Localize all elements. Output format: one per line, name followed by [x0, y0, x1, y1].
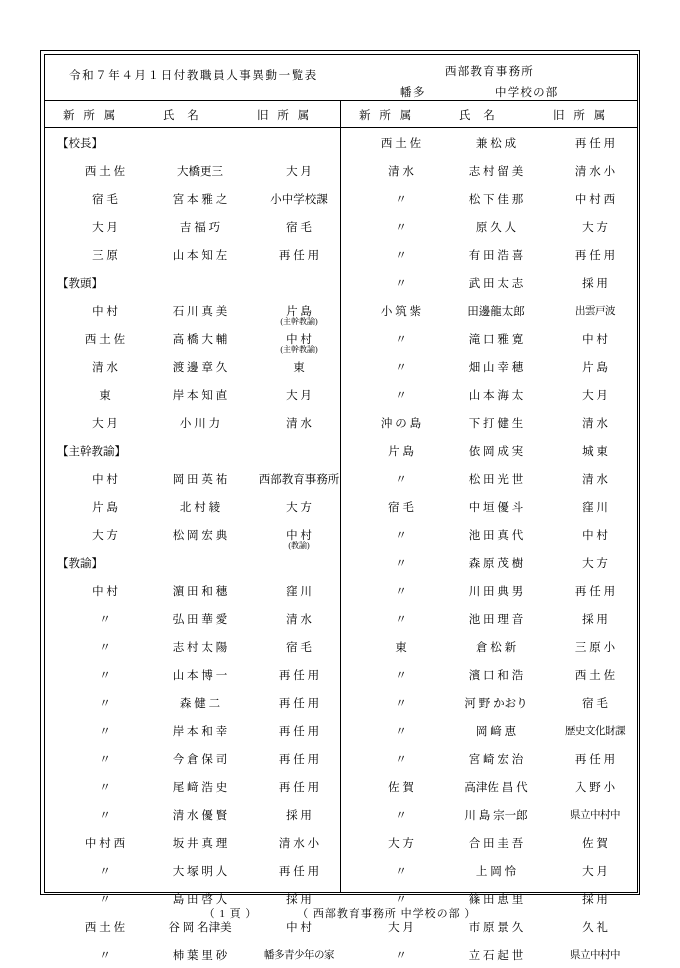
- cell-new-assignment: 〃: [395, 250, 407, 262]
- table-row: [341, 940, 637, 968]
- cell-person-name: 谷 岡 名津美: [168, 922, 232, 934]
- cell-new-assignment: 〃: [99, 950, 111, 962]
- column-header-name: 氏 名: [163, 110, 204, 122]
- table-row: [341, 352, 637, 380]
- cell-person-name: 濵 田 和 穗: [172, 586, 228, 598]
- table-row: [45, 492, 340, 520]
- cell-old-assignment: 中 村: [286, 334, 312, 346]
- cell-old-assignment: 採 用: [582, 614, 608, 626]
- cell-old-assignment: 再 任 用: [278, 726, 320, 738]
- cell-person-name: 原 久 人: [475, 222, 517, 234]
- cell-person-name: 川 田 典 男: [468, 586, 524, 598]
- area-name: 幡多: [400, 87, 426, 99]
- cell-old-assignment: 幡多青少年の家: [264, 950, 334, 961]
- cell-old-note: (主幹教諭): [280, 345, 318, 354]
- cell-person-name: 川 島 宗一郎: [464, 810, 528, 822]
- cell-person-name: 畑 山 幸 穂: [468, 362, 524, 374]
- table-row: [45, 688, 340, 716]
- cell-new-assignment: 〃: [99, 698, 111, 710]
- cell-new-assignment: 清 水: [92, 362, 118, 374]
- page-footer: [0, 905, 680, 921]
- cell-new-assignment: 〃: [395, 530, 407, 542]
- section-row: [45, 436, 340, 464]
- cell-new-assignment: 西 土 佐: [84, 922, 126, 934]
- table-row: [341, 268, 637, 296]
- table-row: [45, 744, 340, 772]
- table-row: [45, 576, 340, 604]
- document-header: [45, 55, 637, 101]
- cell-old-assignment: 清 水: [286, 614, 312, 626]
- table-row: [341, 128, 637, 156]
- table-row: [45, 828, 340, 856]
- table-row: [341, 184, 637, 212]
- cell-new-assignment: 〃: [99, 670, 111, 682]
- cell-old-assignment: 採 用: [286, 894, 312, 906]
- table-row: [45, 324, 340, 352]
- cell-old-assignment: 宿 毛: [286, 642, 312, 654]
- cell-new-assignment: 大 方: [92, 530, 118, 542]
- cell-person-name: 松 岡 宏 典: [172, 530, 228, 542]
- cell-person-name: 篠 田 恵 里: [468, 894, 524, 906]
- cell-new-assignment: 〃: [99, 726, 111, 738]
- table-row: [341, 436, 637, 464]
- cell-new-assignment: 大 月: [92, 222, 118, 234]
- cell-new-assignment: 西 土 佐: [380, 138, 422, 150]
- cell-old-assignment: 窪 川: [286, 586, 312, 598]
- cell-new-assignment: 〃: [99, 866, 111, 878]
- cell-new-assignment: 〃: [395, 754, 407, 766]
- cell-person-name: 濱 口 和 浩: [468, 670, 524, 682]
- cell-person-name: 高津佐 昌 代: [464, 782, 528, 794]
- cell-new-assignment: 〃: [395, 866, 407, 878]
- cell-person-name: 坂 井 真 理: [172, 838, 228, 850]
- cell-old-assignment: 大 月: [286, 166, 312, 178]
- page-number: 1: [219, 908, 226, 920]
- cell-old-assignment: 佐 賀: [582, 838, 608, 850]
- cell-person-name: 中 垣 優 斗: [468, 502, 524, 514]
- left-column: [45, 101, 341, 962]
- table-row: [341, 212, 637, 240]
- cell-new-assignment: 西 土 佐: [84, 166, 126, 178]
- cell-person-name: 滝 口 雅 寛: [468, 334, 524, 346]
- cell-old-assignment: 大 月: [286, 390, 312, 402]
- table-row: [45, 660, 340, 688]
- cell-new-assignment: 清 水: [388, 166, 414, 178]
- cell-person-name: 尾 﨑 浩 史: [172, 782, 228, 794]
- cell-new-assignment: 中 村: [92, 474, 118, 486]
- table-row: [45, 380, 340, 408]
- column-header-new: 新 所 属: [63, 110, 119, 122]
- cell-old-assignment: 宿 毛: [582, 698, 608, 710]
- section-label: 【教諭】: [57, 558, 103, 570]
- cell-new-assignment: 〃: [99, 894, 111, 906]
- cell-old-assignment: 西部教育事務所: [258, 474, 340, 486]
- table-row: [341, 156, 637, 184]
- school-kind: 中学校の部: [495, 87, 559, 99]
- cell-person-name: 弘 田 華 愛: [172, 614, 228, 626]
- cell-old-assignment: 大 方: [582, 558, 608, 570]
- cell-new-assignment: 東: [395, 642, 407, 654]
- cell-new-assignment: 中 村 西: [84, 838, 126, 850]
- cell-new-assignment: 大 方: [388, 838, 414, 850]
- page-paren-close: ）: [245, 908, 258, 920]
- cell-person-name: 市 原 景 久: [468, 922, 524, 934]
- table-row: [341, 380, 637, 408]
- cell-new-assignment: 〃: [395, 362, 407, 374]
- cell-old-assignment: 清 水 小: [574, 166, 616, 178]
- cell-old-assignment: 歴史文化財課: [565, 726, 625, 737]
- cell-old-assignment: 久 礼: [582, 922, 608, 934]
- cell-old-assignment: 清 水: [286, 418, 312, 430]
- cell-new-assignment: 小 筑 紫: [380, 306, 422, 318]
- cell-person-name: 武 田 太 志: [468, 278, 524, 290]
- cell-person-name: 森 健 二: [179, 698, 221, 710]
- office-name: 西部教育事務所: [445, 66, 534, 78]
- cell-person-name: 小 川 力: [179, 418, 221, 430]
- cell-person-name: 大橋更三: [177, 166, 223, 178]
- table-row: [45, 184, 340, 212]
- cell-old-assignment: 大 方: [286, 502, 312, 514]
- cell-new-assignment: 西 土 佐: [84, 334, 126, 346]
- table-row: [341, 408, 637, 436]
- cell-new-assignment: 〃: [99, 754, 111, 766]
- table-row: [341, 800, 637, 828]
- cell-new-assignment: 〃: [395, 894, 407, 906]
- table-row: [45, 240, 340, 268]
- cell-person-name: 島 田 啓 人: [172, 894, 228, 906]
- cell-person-name: 合 田 圭 吾: [468, 838, 524, 850]
- page-title: 令和７年４月１日付教職員人事異動一覧表: [69, 70, 318, 82]
- table-row: [45, 296, 340, 324]
- cell-person-name: 松 下 佳 那: [468, 194, 524, 206]
- right-rows: [341, 128, 637, 968]
- cell-person-name: 渡 邊 章 久: [172, 362, 228, 374]
- table-row: [341, 716, 637, 744]
- page-paren-open: （: [203, 908, 216, 920]
- column-header-old: 旧 所 属: [257, 110, 313, 122]
- cell-old-assignment: 清 水: [582, 474, 608, 486]
- section-label: 【教頭】: [57, 278, 103, 290]
- cell-new-assignment: 〃: [395, 698, 407, 710]
- cell-old-assignment: 中 村: [582, 334, 608, 346]
- table-row: [45, 156, 340, 184]
- cell-old-assignment: 再 任 用: [278, 670, 320, 682]
- left-rows: [45, 128, 340, 968]
- cell-new-assignment: 〃: [395, 614, 407, 626]
- cell-old-assignment: 再 任 用: [574, 138, 616, 150]
- cell-old-assignment: 城 東: [582, 446, 608, 458]
- table-row: [341, 520, 637, 548]
- cell-person-name: 立 石 起 世: [468, 950, 524, 962]
- cell-old-assignment: 小中学校課: [270, 194, 328, 206]
- right-column-headers: [341, 101, 637, 128]
- cell-new-assignment: 〃: [395, 194, 407, 206]
- table-row: [45, 408, 340, 436]
- cell-old-assignment: 県立中村中: [570, 810, 620, 821]
- cell-old-assignment: 中 村: [582, 530, 608, 542]
- cell-new-assignment: 〃: [395, 810, 407, 822]
- cell-old-assignment: 採 用: [582, 278, 608, 290]
- table-row: [45, 352, 340, 380]
- page-indicator: [204, 908, 262, 920]
- cell-person-name: 高 橋 大 輔: [172, 334, 228, 346]
- cell-old-assignment: 片 島: [582, 362, 608, 374]
- table-row: [341, 632, 637, 660]
- cell-new-assignment: 大 月: [388, 922, 414, 934]
- table-row: [341, 296, 637, 324]
- cell-new-assignment: 〃: [99, 614, 111, 626]
- cell-old-assignment: 大 月: [582, 866, 608, 878]
- cell-old-assignment: 採 用: [286, 810, 312, 822]
- table-row: [45, 464, 340, 492]
- cell-old-assignment: 西 土 佐: [574, 670, 616, 682]
- cell-person-name: 依 岡 成 実: [468, 446, 524, 458]
- cell-person-name: 有 田 浩 喜: [468, 250, 524, 262]
- cell-person-name: 志 村 留 美: [468, 166, 524, 178]
- table-row: [341, 464, 637, 492]
- table-row: [45, 520, 340, 548]
- cell-person-name: 岡 田 英 祐: [172, 474, 228, 486]
- column-header-old: 旧 所 属: [553, 110, 609, 122]
- cell-new-assignment: 片 島: [92, 502, 118, 514]
- cell-new-assignment: 〃: [99, 642, 111, 654]
- cell-old-assignment: 入 野 小: [574, 782, 616, 794]
- cell-person-name: 石 川 真 美: [172, 306, 228, 318]
- cell-old-assignment: 宿 毛: [286, 222, 312, 234]
- cell-old-assignment: 中 村 西: [574, 194, 616, 206]
- cell-person-name: 河 野 かおり: [464, 698, 528, 710]
- section-row: [45, 268, 340, 296]
- cell-person-name: 倉 松 新: [475, 642, 517, 654]
- cell-person-name: 池 田 真 代: [468, 530, 524, 542]
- cell-old-assignment: 中 村: [286, 922, 312, 934]
- table-row: [341, 744, 637, 772]
- cell-person-name: 松 田 光 世: [468, 474, 524, 486]
- cell-person-name: 吉 福 巧: [179, 222, 221, 234]
- cell-person-name: 宮 本 雅 之: [172, 194, 228, 206]
- cell-new-assignment: 三 原: [92, 250, 118, 262]
- cell-person-name: 田邊龍太郎: [467, 306, 525, 318]
- cell-new-assignment: 〃: [395, 334, 407, 346]
- section-label: 【主幹教諭】: [57, 446, 126, 458]
- cell-new-assignment: 〃: [395, 278, 407, 290]
- cell-old-assignment: 片 島: [286, 306, 312, 318]
- cell-old-assignment: 再 任 用: [278, 866, 320, 878]
- cell-old-assignment: 再 任 用: [278, 754, 320, 766]
- cell-new-assignment: 〃: [395, 222, 407, 234]
- column-header-new: 新 所 属: [359, 110, 415, 122]
- cell-old-assignment: 窪 川: [582, 502, 608, 514]
- cell-person-name: 岸 本 和 幸: [172, 726, 228, 738]
- cell-old-assignment: 大 月: [582, 390, 608, 402]
- cell-person-name: 池 田 理 音: [468, 614, 524, 626]
- cell-new-assignment: 片 島: [388, 446, 414, 458]
- table-row: [341, 660, 637, 688]
- section-label: 【校長】: [57, 138, 103, 150]
- cell-old-assignment: 大 方: [582, 222, 608, 234]
- page-unit: 頁: [229, 908, 242, 920]
- cell-new-assignment: 〃: [395, 950, 407, 962]
- cell-new-assignment: 大 月: [92, 418, 118, 430]
- cell-person-name: 大 塚 明 人: [172, 866, 228, 878]
- table-row: [45, 604, 340, 632]
- cell-person-name: 山 本 海 太: [468, 390, 524, 402]
- cell-new-assignment: 宿 毛: [92, 194, 118, 206]
- cell-new-assignment: 宿 毛: [388, 502, 414, 514]
- cell-old-assignment: 再 任 用: [574, 754, 616, 766]
- cell-person-name: 岡 﨑 恵: [475, 726, 517, 738]
- cell-new-assignment: 〃: [99, 782, 111, 794]
- cell-person-name: 今 倉 保 司: [172, 754, 228, 766]
- cell-old-assignment: 清 水: [582, 418, 608, 430]
- section-row: [45, 128, 340, 156]
- cell-new-assignment: 佐 賀: [388, 782, 414, 794]
- cell-new-assignment: 〃: [395, 390, 407, 402]
- table-row: [45, 716, 340, 744]
- cell-person-name: 柿 葉 里 砂: [172, 950, 228, 962]
- cell-new-assignment: 〃: [395, 670, 407, 682]
- cell-old-assignment: 中 村: [286, 530, 312, 542]
- cell-old-assignment: 清 水 小: [278, 838, 320, 850]
- table-row: [341, 324, 637, 352]
- cell-new-assignment: 〃: [395, 474, 407, 486]
- cell-old-assignment: 出雲戸波: [575, 306, 615, 317]
- table-row: [341, 240, 637, 268]
- cell-old-assignment: 再 任 用: [574, 250, 616, 262]
- cell-person-name: 北 村 綾: [179, 502, 221, 514]
- cell-person-name: 山 本 博 一: [172, 670, 228, 682]
- cell-new-assignment: 東: [99, 390, 111, 402]
- cell-person-name: 岸 本 知 直: [172, 390, 228, 402]
- cell-old-note: (教諭): [288, 541, 310, 550]
- cell-old-assignment: 再 任 用: [278, 250, 320, 262]
- cell-new-assignment: 中 村: [92, 586, 118, 598]
- table-row: [45, 856, 340, 884]
- table-row: [45, 212, 340, 240]
- table-row: [341, 772, 637, 800]
- cell-new-assignment: 〃: [395, 726, 407, 738]
- footer-note: （ 西部教育事務所 中学校の部 ）: [297, 908, 477, 920]
- cell-person-name: 下 打 健 生: [468, 418, 524, 430]
- cell-person-name: 山 本 知 左: [172, 250, 228, 262]
- cell-old-assignment: 東: [293, 362, 305, 374]
- table-row: [45, 940, 340, 968]
- left-column-headers: [45, 101, 340, 128]
- cell-person-name: 上 岡 怜: [475, 866, 517, 878]
- cell-old-assignment: 再 任 用: [278, 698, 320, 710]
- table-row: [341, 828, 637, 856]
- cell-old-assignment: 再 任 用: [278, 782, 320, 794]
- cell-new-assignment: 中 村: [92, 306, 118, 318]
- cell-person-name: 森 原 茂 樹: [468, 558, 524, 570]
- cell-person-name: 志 村 太 陽: [172, 642, 228, 654]
- table-row: [45, 632, 340, 660]
- table-row: [341, 688, 637, 716]
- cell-old-assignment: 三 原 小: [574, 642, 616, 654]
- cell-old-assignment: 再 任 用: [574, 586, 616, 598]
- section-row: [45, 548, 340, 576]
- cell-old-assignment: 県立中村中: [570, 950, 620, 961]
- cell-person-name: 清 水 優 賢: [172, 810, 228, 822]
- cell-new-assignment: 〃: [99, 810, 111, 822]
- column-header-name: 氏 名: [459, 110, 500, 122]
- table-row: [341, 492, 637, 520]
- table-row: [45, 800, 340, 828]
- table-row: [341, 576, 637, 604]
- cell-new-assignment: 〃: [395, 586, 407, 598]
- cell-person-name: 宮 崎 宏 治: [468, 754, 524, 766]
- table-row: [341, 604, 637, 632]
- table-row: [45, 772, 340, 800]
- table-row: [341, 548, 637, 576]
- cell-person-name: 兼 松 成: [475, 138, 517, 150]
- cell-new-assignment: 〃: [395, 558, 407, 570]
- cell-new-assignment: 沖 の 島: [380, 418, 422, 430]
- cell-old-assignment: 採 用: [582, 894, 608, 906]
- cell-old-note: (主幹教諭): [280, 317, 318, 326]
- table-row: [341, 856, 637, 884]
